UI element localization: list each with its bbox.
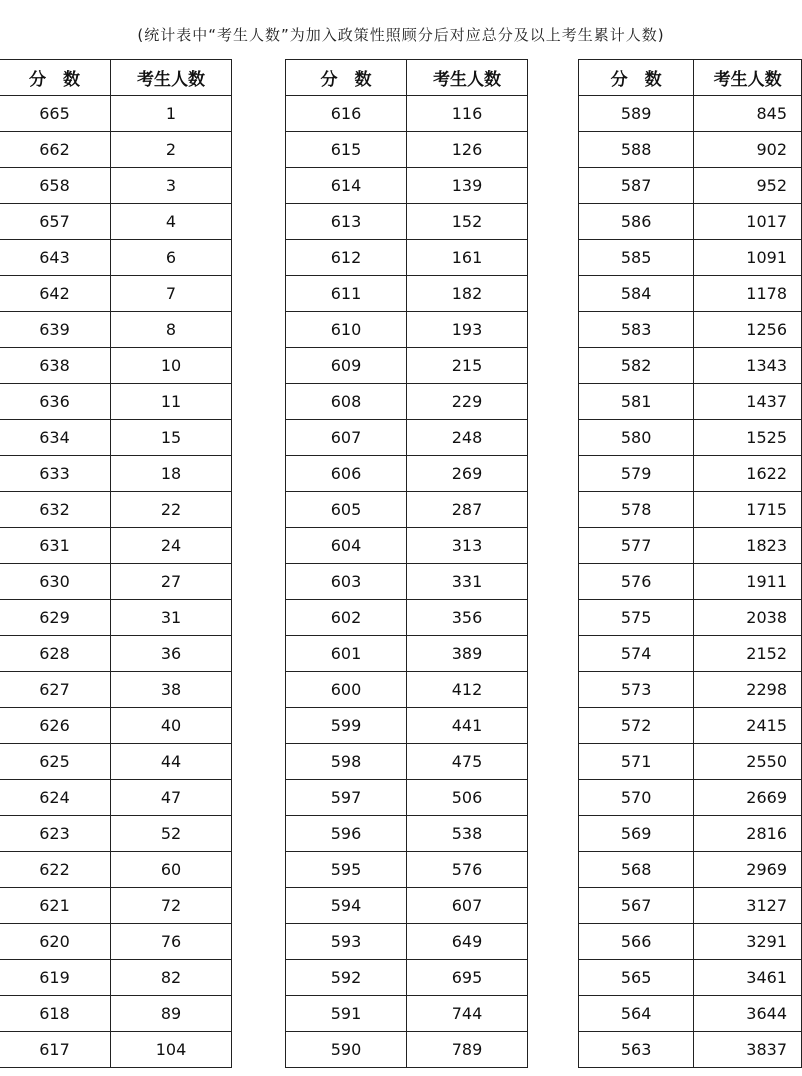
score-cell: 629 xyxy=(0,600,111,636)
score-cell: 636 xyxy=(0,384,111,420)
table-row xyxy=(579,816,802,852)
score-cell: 608 xyxy=(286,384,407,420)
score-cell: 570 xyxy=(579,780,694,816)
count-cell: 2152 xyxy=(694,636,802,672)
table-row xyxy=(0,888,232,924)
count-cell: 1911 xyxy=(694,564,802,600)
count-cell: 1525 xyxy=(694,420,802,456)
table-row xyxy=(0,1032,232,1068)
count-cell: 10 xyxy=(111,348,232,384)
count-cell: 313 xyxy=(407,528,528,564)
score-table-1 xyxy=(0,59,232,1068)
table-row xyxy=(579,348,802,384)
score-cell: 621 xyxy=(0,888,111,924)
count-cell: 3127 xyxy=(694,888,802,924)
table-row xyxy=(286,384,528,420)
count-column-header: 考生人数 xyxy=(111,60,232,96)
table-row xyxy=(286,816,528,852)
count-cell: 389 xyxy=(407,636,528,672)
table-row xyxy=(579,888,802,924)
table-row xyxy=(286,672,528,708)
count-cell: 1091 xyxy=(694,240,802,276)
count-cell: 3461 xyxy=(694,960,802,996)
count-cell: 2550 xyxy=(694,744,802,780)
score-cell: 643 xyxy=(0,240,111,276)
score-cell: 593 xyxy=(286,924,407,960)
count-cell: 72 xyxy=(111,888,232,924)
count-cell: 538 xyxy=(407,816,528,852)
count-cell: 1823 xyxy=(694,528,802,564)
table-row xyxy=(0,312,232,348)
count-cell: 139 xyxy=(407,168,528,204)
table-row xyxy=(579,456,802,492)
count-cell: 248 xyxy=(407,420,528,456)
table-row xyxy=(286,1032,528,1068)
score-cell: 601 xyxy=(286,636,407,672)
count-cell: 7 xyxy=(111,276,232,312)
table-row xyxy=(286,204,528,240)
count-cell: 89 xyxy=(111,996,232,1032)
score-cell: 599 xyxy=(286,708,407,744)
table-row xyxy=(0,744,232,780)
score-cell: 575 xyxy=(579,600,694,636)
count-cell: 152 xyxy=(407,204,528,240)
score-cell: 614 xyxy=(286,168,407,204)
score-cell: 589 xyxy=(579,96,694,132)
score-cell: 626 xyxy=(0,708,111,744)
table-row xyxy=(286,348,528,384)
table-row xyxy=(0,708,232,744)
table-row xyxy=(579,420,802,456)
table-row xyxy=(579,924,802,960)
table-row xyxy=(0,780,232,816)
table-row xyxy=(286,564,528,600)
score-cell: 602 xyxy=(286,600,407,636)
table-row xyxy=(579,672,802,708)
count-cell: 52 xyxy=(111,816,232,852)
table-row xyxy=(0,528,232,564)
count-cell: 475 xyxy=(407,744,528,780)
table-header-row xyxy=(579,60,802,96)
score-cell: 642 xyxy=(0,276,111,312)
table-row xyxy=(579,168,802,204)
table-caption: (统计表中“考生人数”为加入政策性照顾分后对应总分及以上考生累计人数) xyxy=(137,26,665,44)
count-column-header: 考生人数 xyxy=(694,60,802,96)
score-cell: 604 xyxy=(286,528,407,564)
score-cell: 624 xyxy=(0,780,111,816)
score-cell: 618 xyxy=(0,996,111,1032)
count-cell: 6 xyxy=(111,240,232,276)
table-row xyxy=(286,276,528,312)
count-cell: 4 xyxy=(111,204,232,240)
table-row xyxy=(579,204,802,240)
score-cell: 628 xyxy=(0,636,111,672)
count-cell: 76 xyxy=(111,924,232,960)
table-row xyxy=(579,852,802,888)
score-cell: 568 xyxy=(579,852,694,888)
score-cell: 638 xyxy=(0,348,111,384)
score-cell: 627 xyxy=(0,672,111,708)
count-cell: 27 xyxy=(111,564,232,600)
table-row xyxy=(579,636,802,672)
table-row xyxy=(579,996,802,1032)
score-cell: 580 xyxy=(579,420,694,456)
count-cell: 412 xyxy=(407,672,528,708)
score-cell: 630 xyxy=(0,564,111,600)
count-cell: 215 xyxy=(407,348,528,384)
count-cell: 3 xyxy=(111,168,232,204)
table-row xyxy=(0,636,232,672)
table-row xyxy=(286,708,528,744)
count-cell: 269 xyxy=(407,456,528,492)
score-cell: 625 xyxy=(0,744,111,780)
score-cell: 612 xyxy=(286,240,407,276)
table-row xyxy=(579,780,802,816)
score-cell: 571 xyxy=(579,744,694,780)
table-row xyxy=(579,132,802,168)
score-cell: 574 xyxy=(579,636,694,672)
score-cell: 585 xyxy=(579,240,694,276)
score-cell: 633 xyxy=(0,456,111,492)
score-cell: 584 xyxy=(579,276,694,312)
score-column-header: 分 数 xyxy=(0,60,111,96)
count-cell: 3644 xyxy=(694,996,802,1032)
count-cell: 506 xyxy=(407,780,528,816)
table-row xyxy=(0,816,232,852)
table-row xyxy=(579,240,802,276)
table-row xyxy=(286,924,528,960)
score-cell: 579 xyxy=(579,456,694,492)
count-cell: 104 xyxy=(111,1032,232,1068)
count-cell: 60 xyxy=(111,852,232,888)
count-cell: 1178 xyxy=(694,276,802,312)
score-column-header: 分 数 xyxy=(579,60,694,96)
score-table-3 xyxy=(578,59,802,1068)
score-cell: 567 xyxy=(579,888,694,924)
table-header-row xyxy=(0,60,232,96)
score-cell: 657 xyxy=(0,204,111,240)
score-cell: 569 xyxy=(579,816,694,852)
table-row xyxy=(0,456,232,492)
count-cell: 1437 xyxy=(694,384,802,420)
count-cell: 287 xyxy=(407,492,528,528)
count-cell: 18 xyxy=(111,456,232,492)
score-cell: 605 xyxy=(286,492,407,528)
count-cell: 649 xyxy=(407,924,528,960)
table-row xyxy=(0,132,232,168)
count-cell: 902 xyxy=(694,132,802,168)
count-cell: 193 xyxy=(407,312,528,348)
count-cell: 2298 xyxy=(694,672,802,708)
score-cell: 563 xyxy=(579,1032,694,1068)
score-column-header: 分 数 xyxy=(286,60,407,96)
score-cell: 594 xyxy=(286,888,407,924)
table-row xyxy=(579,528,802,564)
score-cell: 583 xyxy=(579,312,694,348)
table-row xyxy=(286,636,528,672)
count-cell: 1622 xyxy=(694,456,802,492)
score-cell: 617 xyxy=(0,1032,111,1068)
table-row xyxy=(0,960,232,996)
table-row xyxy=(286,528,528,564)
count-column-header: 考生人数 xyxy=(407,60,528,96)
table-row xyxy=(286,420,528,456)
score-cell: 658 xyxy=(0,168,111,204)
count-cell: 22 xyxy=(111,492,232,528)
count-cell: 2038 xyxy=(694,600,802,636)
score-cell: 622 xyxy=(0,852,111,888)
count-cell: 182 xyxy=(407,276,528,312)
table-row xyxy=(0,348,232,384)
score-cell: 632 xyxy=(0,492,111,528)
score-cell: 596 xyxy=(286,816,407,852)
count-cell: 1 xyxy=(111,96,232,132)
table-row xyxy=(579,384,802,420)
count-cell: 1256 xyxy=(694,312,802,348)
count-cell: 607 xyxy=(407,888,528,924)
score-cell: 639 xyxy=(0,312,111,348)
table-row xyxy=(579,96,802,132)
count-cell: 2816 xyxy=(694,816,802,852)
score-cell: 600 xyxy=(286,672,407,708)
table-row xyxy=(0,276,232,312)
count-cell: 1017 xyxy=(694,204,802,240)
count-cell: 38 xyxy=(111,672,232,708)
count-cell: 8 xyxy=(111,312,232,348)
score-cell: 592 xyxy=(286,960,407,996)
count-cell: 744 xyxy=(407,996,528,1032)
score-cell: 615 xyxy=(286,132,407,168)
table-row xyxy=(0,996,232,1032)
count-cell: 11 xyxy=(111,384,232,420)
score-cell: 587 xyxy=(579,168,694,204)
score-cell: 611 xyxy=(286,276,407,312)
score-cell: 578 xyxy=(579,492,694,528)
table-row xyxy=(286,888,528,924)
score-cell: 573 xyxy=(579,672,694,708)
score-cell: 631 xyxy=(0,528,111,564)
table-row xyxy=(0,96,232,132)
score-cell: 598 xyxy=(286,744,407,780)
table-row xyxy=(579,600,802,636)
table-row xyxy=(286,312,528,348)
table-row xyxy=(286,600,528,636)
count-cell: 3291 xyxy=(694,924,802,960)
count-cell: 47 xyxy=(111,780,232,816)
score-cell: 665 xyxy=(0,96,111,132)
table-row xyxy=(286,852,528,888)
count-cell: 82 xyxy=(111,960,232,996)
count-cell: 2969 xyxy=(694,852,802,888)
score-cell: 606 xyxy=(286,456,407,492)
count-cell: 952 xyxy=(694,168,802,204)
count-cell: 789 xyxy=(407,1032,528,1068)
score-cell: 582 xyxy=(579,348,694,384)
table-row xyxy=(579,1032,802,1068)
count-cell: 1715 xyxy=(694,492,802,528)
count-cell: 24 xyxy=(111,528,232,564)
score-cell: 566 xyxy=(579,924,694,960)
count-cell: 3837 xyxy=(694,1032,802,1068)
score-cell: 591 xyxy=(286,996,407,1032)
table-row xyxy=(286,240,528,276)
score-cell: 603 xyxy=(286,564,407,600)
table-row xyxy=(286,780,528,816)
table-row xyxy=(286,168,528,204)
count-cell: 126 xyxy=(407,132,528,168)
count-cell: 2669 xyxy=(694,780,802,816)
score-cell: 619 xyxy=(0,960,111,996)
table-row xyxy=(579,564,802,600)
count-cell: 44 xyxy=(111,744,232,780)
table-row xyxy=(286,132,528,168)
score-cell: 576 xyxy=(579,564,694,600)
table-row xyxy=(286,744,528,780)
count-cell: 15 xyxy=(111,420,232,456)
table-row xyxy=(0,168,232,204)
count-cell: 356 xyxy=(407,600,528,636)
count-cell: 2 xyxy=(111,132,232,168)
table-row xyxy=(0,240,232,276)
count-cell: 36 xyxy=(111,636,232,672)
score-cell: 634 xyxy=(0,420,111,456)
count-cell: 576 xyxy=(407,852,528,888)
score-cell: 581 xyxy=(579,384,694,420)
table-row xyxy=(286,96,528,132)
count-cell: 229 xyxy=(407,384,528,420)
score-cell: 607 xyxy=(286,420,407,456)
count-cell: 40 xyxy=(111,708,232,744)
table-row xyxy=(0,384,232,420)
table-row xyxy=(0,852,232,888)
table-row xyxy=(286,456,528,492)
count-cell: 845 xyxy=(694,96,802,132)
table-row xyxy=(0,204,232,240)
score-cell: 616 xyxy=(286,96,407,132)
table-row xyxy=(0,492,232,528)
score-cell: 572 xyxy=(579,708,694,744)
table-row xyxy=(0,672,232,708)
score-cell: 613 xyxy=(286,204,407,240)
table-row xyxy=(286,960,528,996)
table-row xyxy=(579,276,802,312)
count-cell: 31 xyxy=(111,600,232,636)
table-row xyxy=(0,600,232,636)
score-cell: 610 xyxy=(286,312,407,348)
score-cell: 623 xyxy=(0,816,111,852)
table-row xyxy=(579,492,802,528)
count-cell: 695 xyxy=(407,960,528,996)
score-cell: 595 xyxy=(286,852,407,888)
table-row xyxy=(0,420,232,456)
score-cell: 590 xyxy=(286,1032,407,1068)
score-table-2 xyxy=(285,59,528,1068)
count-cell: 331 xyxy=(407,564,528,600)
score-cell: 609 xyxy=(286,348,407,384)
score-cell: 662 xyxy=(0,132,111,168)
score-cell: 577 xyxy=(579,528,694,564)
count-cell: 1343 xyxy=(694,348,802,384)
score-cell: 565 xyxy=(579,960,694,996)
table-header-row xyxy=(286,60,528,96)
table-row xyxy=(579,744,802,780)
score-cell: 588 xyxy=(579,132,694,168)
count-cell: 2415 xyxy=(694,708,802,744)
table-row xyxy=(579,960,802,996)
count-cell: 441 xyxy=(407,708,528,744)
table-row xyxy=(286,492,528,528)
score-cell: 564 xyxy=(579,996,694,1032)
count-cell: 161 xyxy=(407,240,528,276)
table-row xyxy=(0,924,232,960)
score-cell: 586 xyxy=(579,204,694,240)
table-row xyxy=(286,996,528,1032)
score-cell: 620 xyxy=(0,924,111,960)
table-row xyxy=(579,312,802,348)
table-row xyxy=(0,564,232,600)
score-cell: 597 xyxy=(286,780,407,816)
table-row xyxy=(579,708,802,744)
count-cell: 116 xyxy=(407,96,528,132)
